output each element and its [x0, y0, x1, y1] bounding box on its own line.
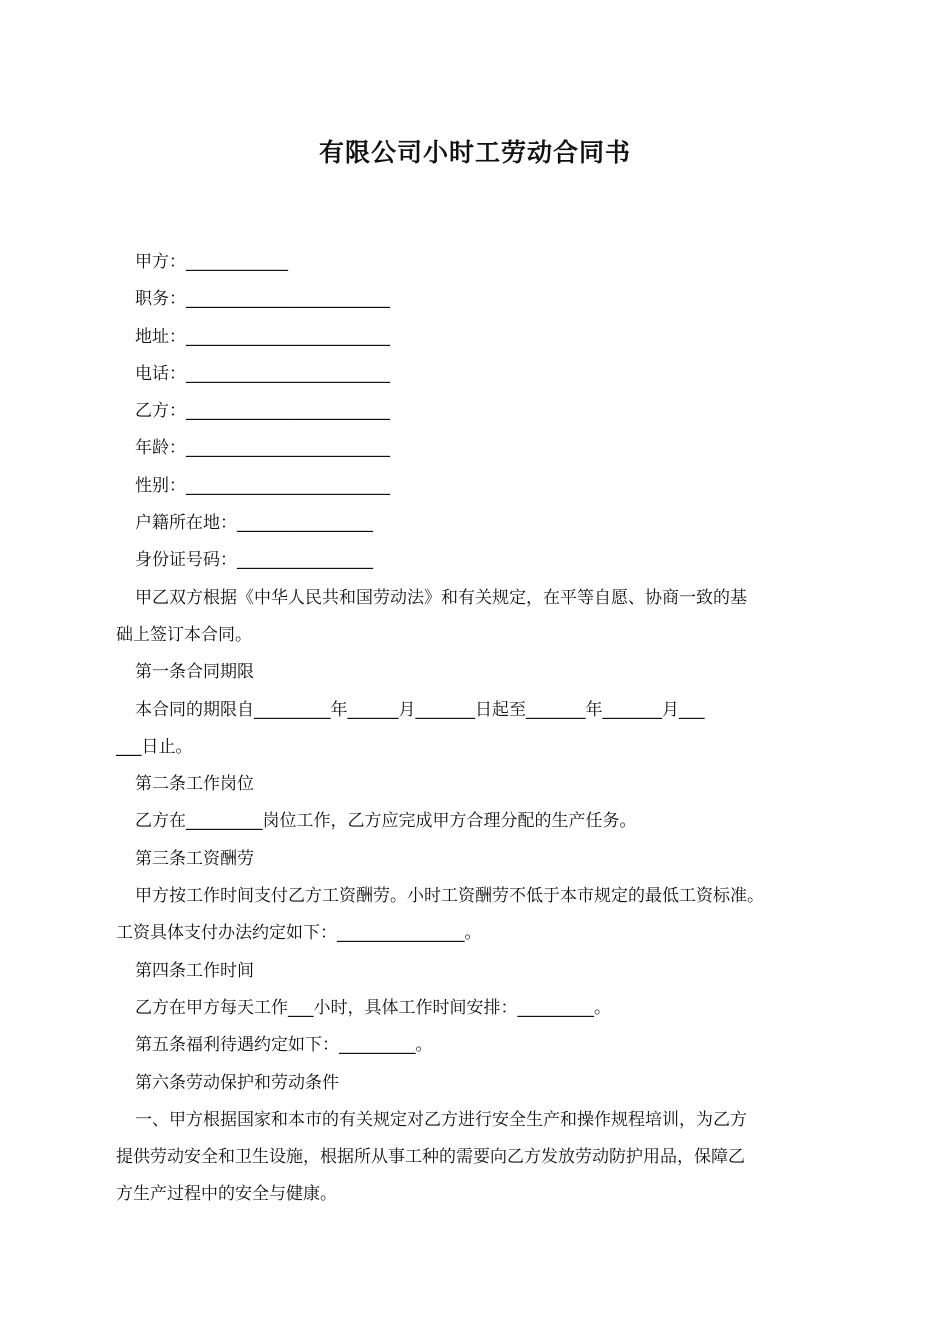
party-field-yifang: 乙方：________________________ [135, 401, 390, 422]
article-6-text-cont-2: 方生产过程中的安全与健康。 [116, 1184, 337, 1205]
party-field-address: 地址：________________________ [135, 326, 390, 347]
article-3-heading: 第三条工资酬劳 [135, 848, 254, 869]
document-title: 有限公司小时工劳动合同书 [318, 138, 631, 167]
party-field-gender: 性别：________________________ [135, 475, 390, 496]
article-4-text: 乙方在甲方每天工作___小时，具体工作时间安排：_________。 [135, 997, 611, 1018]
article-6-text-cont: 提供劳动安全和卫生设施，根据所从事工种的需要向乙方发放劳动防护用品，保障乙 [116, 1147, 745, 1168]
article-6-text: 一、甲方根据国家和本市的有关规定对乙方进行安全生产和操作规程培训，为乙方 [135, 1109, 747, 1130]
party-field-id-number: 身份证号码：________________ [135, 550, 373, 571]
article-1-heading: 第一条合同期限 [135, 662, 254, 683]
article-2-heading: 第二条工作岗位 [135, 774, 254, 795]
intro-paragraph: 甲乙双方根据《中华人民共和国劳动法》和有关规定，在平等自愿、协商一致的基 [135, 587, 747, 608]
article-5-heading: 第五条福利待遇约定如下：_________。 [135, 1035, 433, 1056]
article-3-text-cont: 工资具体支付办法约定如下：_______________。 [116, 923, 482, 944]
party-field-phone: 电话：________________________ [135, 363, 390, 384]
article-1-text-cont: ___日止。 [116, 736, 193, 757]
article-6-heading: 第六条劳动保护和劳动条件 [135, 1072, 339, 1093]
article-4-heading: 第四条工作时间 [135, 960, 254, 981]
party-field-age: 年龄：________________________ [135, 438, 390, 459]
article-2-text: 乙方在_________岗位工作，乙方应完成甲方合理分配的生产任务。 [135, 811, 637, 832]
party-field-jiafang: 甲方：____________ [135, 252, 288, 272]
intro-paragraph-cont: 础上签订本合同。 [116, 624, 252, 645]
party-field-household: 户籍所在地：________________ [135, 513, 373, 534]
article-3-text: 甲方按工作时间支付乙方工资酬劳。小时工资酬劳不低于本市规定的最低工资标准。 [135, 886, 764, 907]
article-1-text: 本合同的期限自_________年______月_______日起至_______年_______月___ [135, 699, 705, 720]
party-field-position: 职务：________________________ [135, 289, 390, 310]
document-body [116, 244, 846, 1214]
